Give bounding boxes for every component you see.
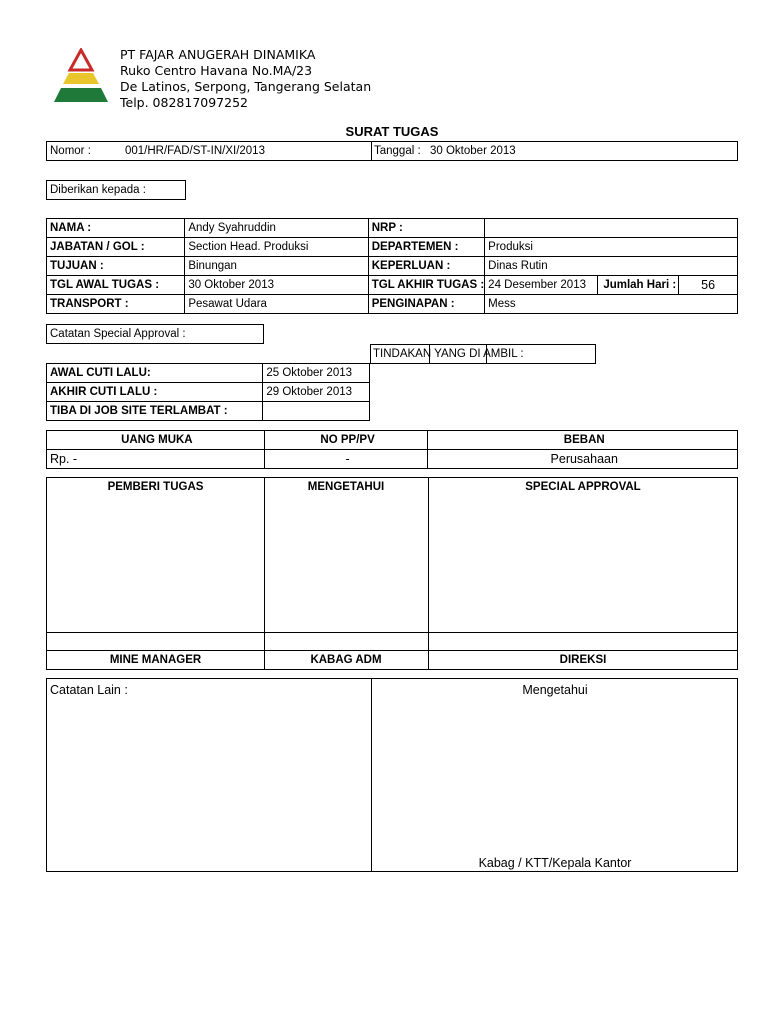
- tiba-terlambat-label: TIBA DI JOB SITE TERLAMBAT :: [47, 402, 263, 421]
- keperluan-label: KEPERLUAN :: [368, 257, 484, 276]
- signature-line-1: [47, 632, 737, 633]
- footer-signer-label: Kabag / KTT/Kepala Kantor: [478, 856, 632, 870]
- signature-divider-1: [264, 478, 265, 669]
- signature-line-2: [47, 650, 737, 651]
- mine-manager-label: MINE MANAGER: [109, 654, 202, 666]
- tindakan-box: [370, 344, 596, 364]
- company-address-2: De Latinos, Serpong, Tangerang Selatan: [120, 79, 372, 94]
- footer-mengetahui-label: Mengetahui: [522, 683, 588, 697]
- no-pppv-header: NO PP/PV: [264, 431, 428, 450]
- signature-block: [46, 477, 738, 670]
- transport-label: TRANSPORT :: [47, 295, 185, 314]
- table-row: [47, 431, 738, 450]
- footer-divider: [371, 679, 372, 871]
- direksi-label: DIREKSI: [559, 654, 607, 666]
- tiba-terlambat-value: [263, 402, 370, 421]
- diberikan-kepada-label: Diberikan kepada :: [50, 184, 146, 196]
- logo-bottom-band: [54, 88, 108, 102]
- jabatan-value: Section Head. Produksi: [185, 238, 368, 257]
- penginapan-value: Mess: [485, 295, 738, 314]
- tgl-akhir-tugas-label: TGL AKHIR TUGAS :: [368, 276, 484, 295]
- catatan-special-approval-box: [46, 324, 264, 344]
- table-row: [47, 364, 370, 383]
- uang-muka-header: UANG MUKA: [47, 431, 265, 450]
- awal-cuti-value: 25 Oktober 2013: [263, 364, 370, 383]
- catatan-special-approval-label: Catatan Special Approval :: [50, 328, 186, 340]
- pemberi-tugas-label: PEMBERI TUGAS: [107, 481, 204, 493]
- akhir-cuti-value: 29 Oktober 2013: [263, 383, 370, 402]
- tujuan-value: Binungan: [185, 257, 368, 276]
- cuti-table: [46, 363, 370, 421]
- assignment-details-table: [46, 218, 738, 314]
- table-row: [47, 257, 738, 276]
- tanggal-value: 30 Oktober 2013: [430, 145, 516, 157]
- logo-pyramid-icon: [52, 48, 110, 106]
- tanggal-label: Tanggal :: [374, 145, 421, 157]
- penginapan-label: PENGINAPAN :: [368, 295, 484, 314]
- nrp-value: [485, 219, 738, 238]
- footer-block: [46, 678, 738, 872]
- nomor-tanggal-row: [46, 141, 738, 161]
- keperluan-value: Dinas Rutin: [485, 257, 738, 276]
- logo-top-triangle: [70, 50, 92, 70]
- nrp-label: NRP :: [368, 219, 484, 238]
- departemen-label: DEPARTEMEN :: [368, 238, 484, 257]
- diberikan-kepada-box: [46, 180, 186, 200]
- table-row: [47, 238, 738, 257]
- tgl-awal-tugas-value: 30 Oktober 2013: [185, 276, 368, 295]
- transport-value: Pesawat Udara: [185, 295, 368, 314]
- special-approval-label: SPECIAL APPROVAL: [525, 481, 641, 493]
- signature-divider-2: [428, 478, 429, 669]
- nama-label: NAMA :: [47, 219, 185, 238]
- departemen-value: Produksi: [485, 238, 738, 257]
- table-row: [47, 295, 738, 314]
- nomor-value: 001/HR/FAD/ST-IN/XI/2013: [125, 145, 265, 157]
- no-pppv-value: -: [264, 450, 428, 469]
- kabag-adm-label: KABAG ADM: [310, 654, 382, 666]
- company-address-1: Ruko Centro Havana No.MA/23: [120, 63, 313, 78]
- table-row: [47, 383, 370, 402]
- beban-value: Perusahaan: [428, 450, 738, 469]
- jabatan-label: JABATAN / GOL :: [47, 238, 185, 257]
- tgl-akhir-tugas-value: 24 Desember 2013: [488, 279, 586, 291]
- catatan-lain-label: Catatan Lain :: [50, 683, 128, 697]
- jumlah-hari-label: Jumlah Hari :: [597, 276, 679, 294]
- table-row: [47, 402, 370, 421]
- table-row: [47, 276, 738, 295]
- company-logo: [52, 48, 110, 106]
- tindakan-label: TINDAKAN YANG DI AMBIL :: [373, 348, 524, 360]
- logo-middle-band: [63, 73, 99, 84]
- akhir-cuti-label: AKHIR CUTI LALU :: [47, 383, 263, 402]
- awal-cuti-label: AWAL CUTI LALU:: [47, 364, 263, 383]
- company-header: [120, 47, 371, 111]
- mengetahui-label: MENGETAHUI: [307, 481, 385, 493]
- company-phone: Telp. 082817097252: [120, 95, 248, 110]
- document-title: SURAT TUGAS: [345, 124, 439, 139]
- jumlah-hari-value: 56: [701, 278, 716, 292]
- nama-value: Andy Syahruddin: [185, 219, 368, 238]
- tgl-akhir-cell: [485, 276, 738, 295]
- table-row: [47, 219, 738, 238]
- nomor-label: Nomor :: [50, 145, 91, 157]
- table-row: [47, 450, 738, 469]
- company-name: PT FAJAR ANUGERAH DINAMIKA: [120, 47, 316, 62]
- beban-header: BEBAN: [428, 431, 738, 450]
- uang-muka-value: Rp. -: [47, 450, 265, 469]
- tujuan-label: TUJUAN :: [47, 257, 185, 276]
- tgl-awal-tugas-label: TGL AWAL TUGAS :: [47, 276, 185, 295]
- nomor-divider: [371, 142, 372, 160]
- payment-table: [46, 430, 738, 469]
